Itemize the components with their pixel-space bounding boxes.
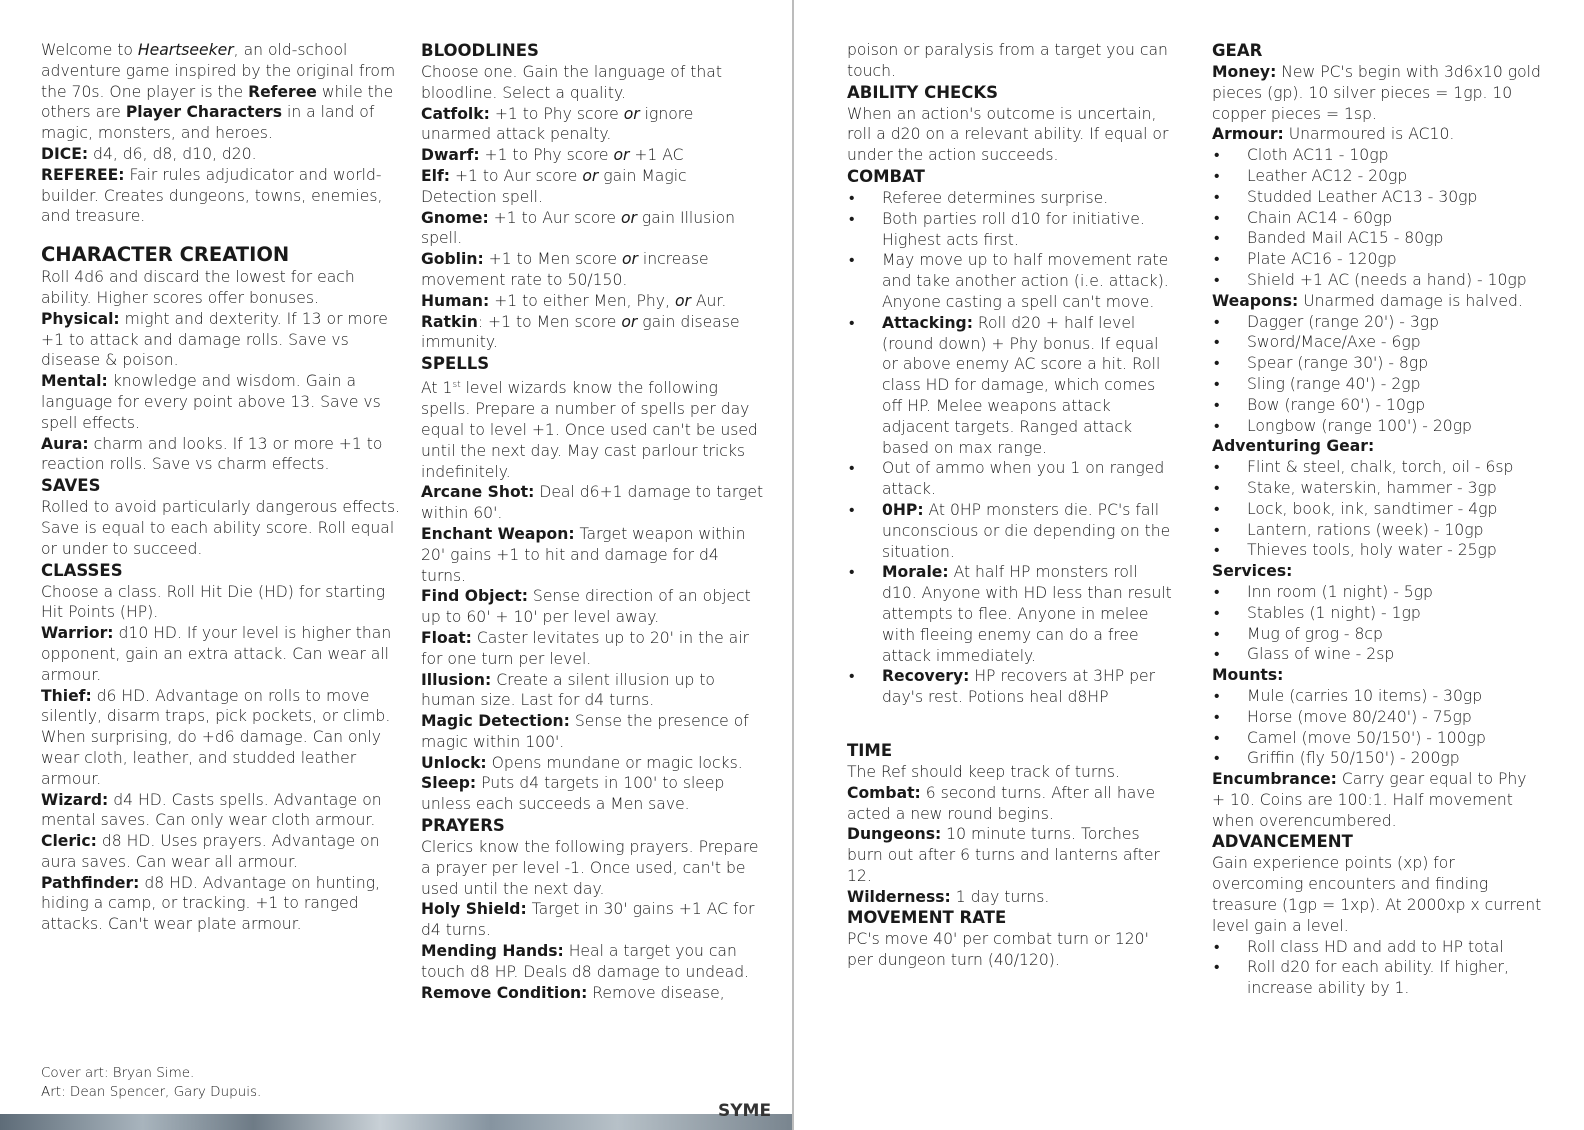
list-item: • Camel (move 50/150') - 100gp (1212, 728, 1542, 749)
spells-heading: SPELLS (421, 354, 490, 374)
list-item: • Inn room (1 night) - 5gp (1212, 582, 1542, 603)
magic-detection-entry: Magic Detection: Sense the presence of magic within 100'. (421, 712, 749, 751)
ratkin-entry: Ratkin: +1 to Men score or gain disease immunity. (421, 312, 740, 352)
list-item: • Lock, book, ink, sandtimer - 4gp (1212, 499, 1542, 520)
art-credit: Art: Dean Spencer, Gary Dupuis. (41, 1084, 262, 1100)
list-item: • Mug of grog - 8cp (1212, 624, 1542, 645)
find-object-entry: Find Object: Sense direction of an object up to 60' + 10' per level away. (421, 587, 751, 627)
column-1 (41, 40, 401, 935)
goblin-entry: Goblin: +1 to Men score or increase movement rate to 50/150. (421, 250, 709, 289)
time-dungeons-entry: Dungeons: 10 minute turns. Torches burn out after 6 turns and lanterns after 12. (847, 825, 1160, 885)
aura-entry: Aura: charm and looks. If 13 or more +1 to reaction rolls. Save vs charm effects. (41, 434, 383, 474)
remove-condition-entry: Remove Condition: Remove disease, (421, 983, 725, 1002)
advancement-list (1212, 937, 1542, 999)
list-item: • Mule (carries 10 items) - 30gp (1212, 686, 1542, 707)
intro-paragraph: Welcome to Heartseeker, an old-school adventure game inspired by the original from the 70s. One player is the Referee while the others are Player Characters in a land of magic, monsters, and heroes. (41, 41, 396, 143)
float-entry: Float: Caster levitates up to 20' in the air for one turn per level. (421, 628, 749, 668)
list-item: • Griffin (fly 50/150') - 200gp (1212, 748, 1542, 769)
weapons-entry: Weapons: Unarmed damage is halved. (1212, 291, 1523, 310)
advancement-text: Gain experience points (xp) for overcoming encounters and finding treasure (1gp = 1xp). At 2000xp x current level gain a level. (1212, 854, 1542, 935)
column-4 (1212, 40, 1542, 999)
prayers-heading: PRAYERS (421, 816, 505, 836)
time-text: The Ref should keep track of turns. (847, 762, 1120, 781)
character-creation-text: Roll 4d6 and discard the lowest for each ability. Higher scores offer bonuses. (41, 268, 355, 307)
list-item: • Stables (1 night) - 1gp (1212, 603, 1542, 624)
illusion-entry: Illusion: Create a silent illusion up to human size. Last for d4 turns. (421, 670, 715, 710)
remove-condition-continued: poison or paralysis from a target you can touch. (847, 41, 1168, 80)
thief-entry: Thief: d6 HD. Advantage on rolls to move silently, disarm traps, pick pockets, or climb. When surprising, do +d6 damage. Can only wear cloth, leather, and studded leather armour. (41, 686, 391, 788)
list-item: • Cloth AC11 - 10gp (1212, 145, 1542, 166)
pathfinder-entry: Pathfinder: d8 HD. Advantage on hunting, hiding a camp, or tracking. +1 to ranged attacks. Can't wear plate armour. (41, 873, 381, 934)
list-item: • Flint & steel, chalk, torch, oil - 6sp (1212, 457, 1542, 478)
services-label: Services: (1212, 562, 1293, 581)
bloodlines-text: Choose one. Gain the language of that bloodline. Select a quality. (421, 63, 722, 102)
list-item: • May move up to half movement rate and take another action (i.e. attack). Anyone casting a spell can't move. (847, 250, 1172, 312)
list-item: • Sling (range 40') - 2gp (1212, 374, 1542, 395)
list-item: • Roll d20 for each ability. If higher, increase ability by 1. (1212, 957, 1542, 999)
wizard-entry: Wizard: d4 HD. Casts spells. Advantage on mental saves. Can only wear cloth armour. (41, 790, 382, 830)
list-item: • Sword/Mace/Axe - 6gp (1212, 332, 1542, 353)
sleep-entry: Sleep: Puts d4 targets in 100' to sleep unless each succeeds a Men save. (421, 774, 725, 814)
advancement-heading: ADVANCEMENT (1212, 832, 1353, 852)
referee-paragraph: REFEREE: Fair rules adjudicator and world-builder. Creates dungeons, towns, enemies, and treasure. (41, 165, 383, 226)
physical-entry: Physical: might and dexterity. If 13 or more +1 to attack and damage rolls. Save vs disease & poison. (41, 309, 388, 370)
gnome-entry: Gnome: +1 to Aur score or gain Illusion spell. (421, 208, 736, 248)
armour-entry: Armour: Unarmoured is AC10. (1212, 125, 1455, 144)
list-item: • Stake, waterskin, hammer - 3gp (1212, 478, 1542, 499)
cover-art-strip (0, 1114, 792, 1130)
list-item: • Spear (range 30') - 8gp (1212, 353, 1542, 374)
armour-list (1212, 145, 1542, 291)
movement-rate-text: PC's move 40' per combat turn or 120' per dungeon turn (40/120). (847, 930, 1149, 970)
spells-text: At 1st level wizards know the following spells. Prepare a number of spells per day equal to level +1. Once used can't be used until the next day. May cast parlour tricks indefinitely. (421, 379, 758, 481)
mounts-list (1212, 686, 1542, 769)
gear-heading: GEAR (1212, 41, 1263, 60)
ability-checks-text: When an action's outcome is uncertain, roll a d20 on a relevant ability. If equal or under the action succeeds. (847, 104, 1169, 165)
cleric-entry: Cleric: d8 HD. Uses prayers. Advantage on aura saves. Can wear all armour. (41, 832, 380, 871)
saves-heading: SAVES (41, 476, 101, 496)
saves-text: Rolled to avoid particularly dangerous effects. Save is equal to each ability score. Roll equal or under to succeed. (41, 498, 401, 558)
elf-entry: Elf: +1 to Aur score or gain Magic Detection spell. (421, 166, 687, 206)
classes-heading: CLASSES (41, 560, 123, 580)
list-item: • Shield +1 AC (needs a hand) - 10gp (1212, 270, 1542, 291)
list-item: • 0HP: At 0HP monsters die. PC's fall unconscious or die depending on the situation. (847, 500, 1172, 562)
time-wilderness-entry: Wilderness: 1 day turns. (847, 887, 1050, 906)
holy-shield-entry: Holy Shield: Target in 30' gains +1 AC for d4 turns. (421, 900, 755, 940)
list-item: • Recovery: HP recovers at 3HP per day's rest. Potions heal d8HP (847, 666, 1172, 708)
list-item: • Chain AC14 - 60gp (1212, 208, 1542, 229)
mental-entry: Mental: knowledge and wisdom. Gain a language for every point above 13. Save vs spell effects. (41, 372, 381, 432)
game-name: Heartseeker (137, 41, 234, 59)
movement-rate-heading: MOVEMENT RATE (847, 908, 1007, 928)
dice-paragraph: DICE: d4, d6, d8, d10, d20. (41, 144, 257, 163)
list-item: • Horse (move 80/240') - 75gp (1212, 707, 1542, 728)
encumbrance-entry: Encumbrance: Carry gear equal to Phy + 10. Coins are 100:1. Half movement when overencumbered. (1212, 770, 1527, 830)
list-item: • Both parties roll d10 for initiative. Highest acts first. (847, 209, 1172, 251)
list-item: • Bow (range 60') - 10gp (1212, 395, 1542, 416)
list-item: • Out of ammo when you 1 on ranged attack. (847, 458, 1172, 500)
prayers-text: Clerics know the following prayers. Prepare a prayer per level -1. Once used, can't be used until the next day. (421, 838, 759, 898)
warrior-entry: Warrior: d10 HD. If your level is higher than opponent, gain an extra attack. Can wear all armour. (41, 624, 392, 684)
mending-hands-entry: Mending Hands: Heal a target you can touch d8 HP. Deals d8 damage to undead. (421, 942, 750, 981)
art-signature: SYME (718, 1101, 772, 1121)
dwarf-entry: Dwarf: +1 to Phy score or +1 AC (421, 146, 684, 165)
list-item: • Attacking: Roll d20 + half level (round down) + Phy bonus. If equal or above enemy AC score a hit. Roll class HD for damage, which comes off HP. Melee weapons attack adjacent targets. Ranged attack based on max range. (847, 313, 1172, 459)
cover-art-credit: Cover art: Bryan Sime. (41, 1065, 195, 1081)
adventuring-gear-list (1212, 457, 1542, 561)
combat-list (847, 188, 1172, 708)
human-entry: Human: +1 to either Men, Phy, or Aur. (421, 291, 727, 310)
money-entry: Money: New PC's begin with 3d6x10 gold pieces (gp). 10 silver pieces = 1gp. 10 copper pieces = 1sp. (1212, 63, 1541, 123)
combat-heading: COMBAT (847, 166, 925, 186)
ability-checks-heading: ABILITY CHECKS (847, 82, 999, 102)
adventuring-gear-label: Adventuring Gear: (1212, 437, 1375, 456)
list-item: • Longbow (range 100') - 20gp (1212, 416, 1542, 437)
weapons-list (1212, 312, 1542, 437)
list-item: • Morale: At half HP monsters roll d10. Anyone with HD less than result attempts to flee. Anyone in melee with fleeing enemy can do a free attack immediately. (847, 562, 1172, 666)
services-list (1212, 582, 1542, 665)
unlock-entry: Unlock: Opens mundane or magic locks. (421, 753, 743, 772)
list-item: • Roll class HD and add to HP total (1212, 937, 1542, 958)
list-item: • Banded Mail AC15 - 80gp (1212, 228, 1542, 249)
time-heading: TIME (847, 740, 893, 760)
arcane-shot-entry: Arcane Shot: Deal d6+1 damage to target within 60'. (421, 483, 764, 523)
list-item: • Dagger (range 20') - 3gp (1212, 312, 1542, 333)
time-combat-entry: Combat: 6 second turns. After all have acted a new round begins. (847, 783, 1156, 823)
catfolk-entry: Catfolk: +1 to Phy score or ignore unarmed attack penalty. (421, 104, 694, 144)
mounts-label: Mounts: (1212, 666, 1284, 685)
list-item: • Lantern, rations (week) - 10gp (1212, 520, 1542, 541)
character-creation-heading: CHARACTER CREATION (41, 243, 290, 267)
art-credits (41, 1064, 261, 1102)
column-2 (421, 40, 766, 1003)
classes-text: Choose a class. Roll Hit Die (HD) for starting Hit Points (HP). (41, 582, 386, 622)
list-item: • Studded Leather AC13 - 30gp (1212, 187, 1542, 208)
page-divider (792, 0, 794, 1130)
list-item: • Referee determines surprise. (847, 188, 1172, 209)
column-3 (847, 40, 1172, 971)
bloodlines-heading: BLOODLINES (421, 41, 539, 60)
list-item: • Thieves tools, holy water - 25gp (1212, 540, 1542, 561)
list-item: • Plate AC16 - 120gp (1212, 249, 1542, 270)
enchant-weapon-entry: Enchant Weapon: Target weapon within 20' gains +1 to hit and damage for d4 turns. (421, 524, 746, 585)
list-item: • Leather AC12 - 20gp (1212, 166, 1542, 187)
list-item: • Glass of wine - 2sp (1212, 644, 1542, 665)
